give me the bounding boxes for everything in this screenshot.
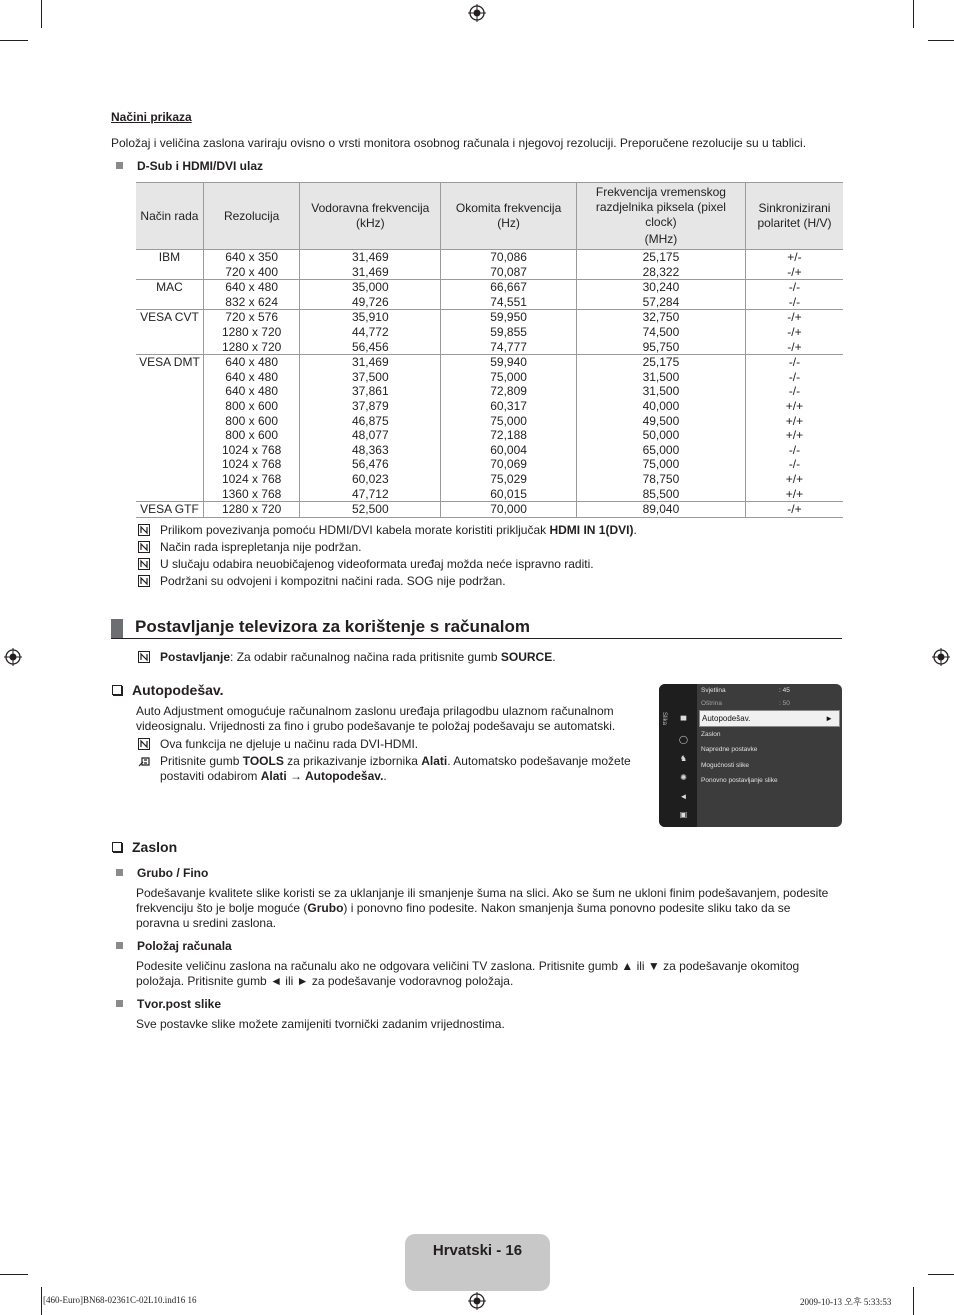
cell-value: 30,240 xyxy=(642,280,680,295)
table-cell xyxy=(745,280,843,310)
square-bullet-icon xyxy=(116,162,123,169)
cell-value: 1024 x 768 xyxy=(221,457,282,472)
subsection-heading: Položaj računala xyxy=(116,939,232,953)
col-header-hfreq: Vodoravna frekvencija (kHz) xyxy=(300,183,441,250)
settings-icon: ✺ xyxy=(680,773,687,782)
col-header-resolution: Rezolucija xyxy=(203,183,300,250)
table-row xyxy=(136,310,843,355)
table-cell xyxy=(576,280,745,310)
table-cell xyxy=(745,502,843,518)
subsection-heading: Tvor.post slike xyxy=(116,997,221,1011)
col-header-polarity: Sinkronizirani polaritet (H/V) xyxy=(745,183,843,250)
table-cell xyxy=(300,280,441,310)
registration-mark-icon xyxy=(468,1292,486,1310)
cell-value: 31,469 xyxy=(351,355,389,370)
cell-value: 46,875 xyxy=(351,413,389,428)
cell-value: 59,855 xyxy=(490,324,527,339)
cell-value: 74,551 xyxy=(490,294,527,309)
tv-menu-row: Svjetlina xyxy=(701,687,726,694)
cell-value: 640 x 480 xyxy=(225,280,278,295)
note-icon xyxy=(138,738,150,750)
cell-value: 78,750 xyxy=(642,471,680,486)
table-cell xyxy=(300,355,441,502)
table-row xyxy=(136,355,843,502)
table-cell xyxy=(441,250,577,280)
cell-value: 31,500 xyxy=(642,369,680,384)
cell-value: 60,317 xyxy=(490,398,527,413)
cell-value: 832 x 624 xyxy=(225,294,278,309)
cell-value: 70,086 xyxy=(490,250,527,264)
page-number: Hrvatski - 16 xyxy=(432,1242,523,1259)
page-number-tab xyxy=(405,1234,550,1291)
heading-bar-marker xyxy=(111,619,123,638)
subsection-heading: Grubo / Fino xyxy=(116,866,208,880)
crop-mark xyxy=(0,40,28,41)
zaslon-heading: Zaslon xyxy=(112,839,177,855)
crop-mark xyxy=(928,1274,954,1275)
cell-value: 47,712 xyxy=(351,486,389,501)
square-bullet-icon xyxy=(116,1000,123,1007)
table-cell xyxy=(203,310,300,355)
table-cell xyxy=(441,502,577,518)
tv-menu-selected-item[interactable]: Autopodešav. ► xyxy=(699,710,840,727)
cell-mode: VESA GTF xyxy=(136,502,203,518)
registration-mark-icon xyxy=(932,648,950,666)
cell-value: 72,809 xyxy=(490,384,527,399)
cell-mode: MAC xyxy=(136,280,203,310)
cell-value: 56,476 xyxy=(351,457,389,472)
table-cell xyxy=(203,355,300,502)
cell-value: 70,069 xyxy=(490,457,527,472)
cell-value: 720 x 400 xyxy=(225,264,278,279)
cell-value: -/+ xyxy=(787,324,802,339)
intro-text: Položaj i veličina zaslona variraju ovisno o vrsti monitora osobnog računala i njegovoj rezoluciji. Preporučene rezolucije su u tablici. xyxy=(111,136,807,150)
cell-mode: VESA DMT xyxy=(136,355,203,502)
cell-value: 48,363 xyxy=(351,442,389,457)
section-heading-text: Postavljanje televizora za korištenje s računalom xyxy=(135,617,530,636)
tv-menu-sidebar xyxy=(659,684,697,827)
note-icon xyxy=(138,651,150,663)
table-cell xyxy=(300,502,441,518)
tv-menu-side-label: Slika xyxy=(661,712,667,726)
cell-value: 28,322 xyxy=(642,264,680,279)
note-item: Način rada isprepletanja nije podržan. xyxy=(136,540,856,555)
cell-value: 56,456 xyxy=(351,339,389,354)
cell-value: 60,004 xyxy=(490,442,527,457)
crop-mark xyxy=(913,0,914,28)
table-cell xyxy=(203,250,300,280)
autoadjust-heading: Autopodešav. xyxy=(112,682,224,698)
cell-value: 31,469 xyxy=(351,250,389,264)
table-cell xyxy=(576,250,745,280)
cell-value: 48,077 xyxy=(351,428,389,443)
tv-menu-value: : 50 xyxy=(779,700,790,707)
cell-value: 60,023 xyxy=(351,471,389,486)
setup-note: Postavljanje: Za odabir računalnog načina rada pritisnite gumb SOURCE. xyxy=(136,650,856,667)
cell-value: 1024 x 768 xyxy=(221,442,282,457)
cell-value: 35,910 xyxy=(351,310,389,325)
cell-value: 800 x 600 xyxy=(225,428,278,443)
section-title: Načini prikaza xyxy=(111,110,192,124)
cell-value: -/- xyxy=(788,355,801,370)
cell-value: 25,175 xyxy=(642,250,680,264)
coarse-fine-paragraph: Podešavanje kvalitete slike koristi se za uklanjanje ili smanjenje šuma na slici. Ako se šum ne ukloni finim podešavanjem, podesite frekvenciju što je bolje moguće (Grubo) i ponovno fino podesite. Nakon smanjenja šuma ponovno podesite sliku tako da se poravna u sredini zaslona. xyxy=(136,886,829,930)
tv-menu-screenshot xyxy=(659,684,842,827)
reset-paragraph: Sve postavke slike možete zamijeniti tvornički zadanim vrijednostima. xyxy=(136,1017,505,1031)
cell-value: +/+ xyxy=(785,428,804,443)
cell-value: 74,777 xyxy=(490,339,527,354)
crop-mark xyxy=(41,1287,42,1315)
col-header-mode: Način rada xyxy=(136,183,203,250)
table-cell xyxy=(300,250,441,280)
cell-value: 95,750 xyxy=(642,339,680,354)
autoadjust-notes: Ova funkcija ne djeluje u načinu rada DVI-HDMI. Pritisnite gumb TOOLS za prikazivanje izbornika Alati. Automatsko podešavanje možete postaviti odabirom Alati → Autopodešav.. xyxy=(136,737,656,786)
channel-icon: ♞ xyxy=(679,754,688,763)
input-icon: ◄ xyxy=(679,792,688,801)
cell-value: -/- xyxy=(788,457,801,472)
cell-mode: IBM xyxy=(136,250,203,280)
sound-icon: ◯ xyxy=(679,735,688,744)
square-bullet-icon xyxy=(116,942,123,949)
cell-value: 640 x 480 xyxy=(225,384,278,399)
table-cell xyxy=(745,250,843,280)
square-bullet-icon xyxy=(116,869,123,876)
cell-value: 66,667 xyxy=(490,280,527,295)
cell-value: 720 x 576 xyxy=(225,310,278,325)
note-item: Podržani su odvojeni i kompozitni načini rada. SOG nije podržan. xyxy=(136,574,856,589)
cell-value: 640 x 350 xyxy=(225,250,278,264)
cell-value: -/- xyxy=(788,280,801,295)
cell-value: +/- xyxy=(787,250,802,264)
table-cell xyxy=(576,502,745,518)
tv-menu-item[interactable]: Zaslon xyxy=(701,731,721,738)
cell-value: 32,750 xyxy=(642,310,680,325)
cell-value: 74,500 xyxy=(642,324,680,339)
section-heading xyxy=(111,617,842,639)
note-icon xyxy=(138,558,150,570)
table-row xyxy=(136,280,843,310)
position-paragraph: Podesite veličinu zaslona na računalu ako ne odgovara veličini TV zaslona. Pritisnite gumb ▲ ili ▼ za podešavanje okomitog položaja. Pritisnite gumb ◄ ili ► za podešavanje vodoravnog položaja. xyxy=(136,959,800,988)
cell-value: 37,879 xyxy=(351,398,389,413)
tv-menu-value: : 45 xyxy=(779,687,790,694)
cell-value: -/- xyxy=(788,384,801,399)
cell-mode: VESA CVT xyxy=(136,310,203,355)
note-item: U slučaju odabira neuobičajenog videoformata uređaj možda neće ispravno raditi. xyxy=(136,557,856,572)
cell-value: 57,284 xyxy=(642,294,680,309)
note-item: Prilikom povezivanja pomoću HDMI/DVI kabela morate koristiti priključak HDMI IN 1(DVI). xyxy=(136,523,856,538)
table-row xyxy=(136,250,843,280)
cell-value: 75,000 xyxy=(490,369,527,384)
cell-value: 1280 x 720 xyxy=(221,502,282,517)
table-cell xyxy=(203,280,300,310)
cell-value: 1360 x 768 xyxy=(221,486,282,501)
cell-value: 25,175 xyxy=(642,355,680,370)
application-icon: ▣ xyxy=(679,810,688,819)
cell-value: 1024 x 768 xyxy=(221,471,282,486)
table-cell xyxy=(441,280,577,310)
cell-value: -/- xyxy=(788,442,801,457)
cell-value: +/+ xyxy=(785,413,804,428)
tv-menu-item[interactable]: Mogućnosti slike xyxy=(701,762,750,769)
cell-value: 75,000 xyxy=(490,413,527,428)
cell-value: -/+ xyxy=(787,310,802,325)
cell-value: +/+ xyxy=(785,398,804,413)
table-cell xyxy=(576,355,745,502)
cell-value: 59,950 xyxy=(490,310,527,325)
tv-menu-row: Oštrina xyxy=(701,700,722,707)
cell-value: 89,040 xyxy=(642,502,680,517)
cell-value: 1280 x 720 xyxy=(221,324,282,339)
registration-mark-icon xyxy=(468,4,486,22)
cell-value: -/- xyxy=(788,294,801,309)
col-header-pixelclock: Frekvencija vremenskog razdjelnika piksela (pixel clock) (MHz) xyxy=(576,183,745,250)
table-row xyxy=(136,502,843,518)
cell-value: -/+ xyxy=(787,339,802,354)
table-cell xyxy=(576,310,745,355)
tv-menu-item[interactable]: Ponovno postavljanje slike xyxy=(701,777,778,784)
cell-value: 1280 x 720 xyxy=(221,339,282,354)
note-icon xyxy=(138,524,150,536)
table-cell xyxy=(203,502,300,518)
crop-mark xyxy=(928,40,954,41)
cell-value: 60,015 xyxy=(490,486,527,501)
cell-value: 640 x 480 xyxy=(225,369,278,384)
cell-value: 800 x 600 xyxy=(225,413,278,428)
cell-value: 40,000 xyxy=(642,398,680,413)
crop-mark xyxy=(0,1274,28,1275)
cell-value: 75,000 xyxy=(642,457,680,472)
table-header-row xyxy=(136,183,843,250)
table-cell xyxy=(745,310,843,355)
cell-value: 31,469 xyxy=(351,264,389,279)
crop-mark xyxy=(41,0,42,28)
cell-value: 44,772 xyxy=(351,324,389,339)
cell-value: 52,500 xyxy=(351,502,389,517)
table-cell xyxy=(441,355,577,502)
cell-value: 70,087 xyxy=(490,264,527,279)
cell-value: 70,000 xyxy=(490,502,527,517)
checkbox-bullet-icon xyxy=(112,842,122,852)
table-cell xyxy=(441,310,577,355)
table-cell xyxy=(745,355,843,502)
arrow-right-icon: ► xyxy=(825,714,833,723)
cell-value: -/- xyxy=(788,369,801,384)
cell-value: 49,500 xyxy=(642,413,680,428)
cell-value: 31,500 xyxy=(642,384,680,399)
cell-value: -/+ xyxy=(787,264,802,279)
cell-value: 50,000 xyxy=(642,428,680,443)
cell-value: 35,000 xyxy=(351,280,389,295)
cell-value: 72,188 xyxy=(490,428,527,443)
note-icon xyxy=(138,541,150,553)
checkbox-bullet-icon xyxy=(112,685,122,695)
table-cell xyxy=(300,310,441,355)
cell-value: +/+ xyxy=(785,486,804,501)
table-heading: D-Sub i HDMI/DVI ulaz xyxy=(116,159,263,173)
picture-icon: ▀ xyxy=(680,716,687,725)
cell-value: 800 x 600 xyxy=(225,398,278,413)
cell-value: 75,029 xyxy=(490,471,527,486)
note-icon xyxy=(138,575,150,587)
registration-mark-icon xyxy=(4,648,22,666)
notes-list xyxy=(136,523,856,591)
cell-value: 640 x 480 xyxy=(225,355,278,370)
cell-value: 59,940 xyxy=(490,355,527,370)
tv-menu-item[interactable]: Napredne postavke xyxy=(701,746,758,753)
cell-value: 85,500 xyxy=(642,486,680,501)
tools-icon xyxy=(138,755,150,767)
autoadjust-paragraph: Auto Adjustment omogućuje računalnom zaslonu uređaja prilagodbu ulaznom računalnom videosignalu. Vrijednosti za fino i grubo podešavanje te položaj podešavaju se automatski. xyxy=(136,704,616,733)
cell-value: 37,500 xyxy=(351,369,389,384)
crop-mark xyxy=(913,1287,914,1315)
resolution-table xyxy=(136,182,843,518)
print-info-right: 2009-10-13 오후 5:33:53 xyxy=(800,1297,892,1307)
cell-value: +/+ xyxy=(785,471,804,486)
cell-value: 49,726 xyxy=(351,294,389,309)
table-body xyxy=(136,250,843,518)
print-info-left: [460-Euro]BN68-02361C-02L10.ind16 16 xyxy=(43,1295,197,1305)
cell-value: 65,000 xyxy=(642,442,680,457)
cell-value: 37,861 xyxy=(351,384,389,399)
cell-value: -/+ xyxy=(787,502,802,517)
col-header-vfreq: Okomita frekvencija (Hz) xyxy=(441,183,577,250)
